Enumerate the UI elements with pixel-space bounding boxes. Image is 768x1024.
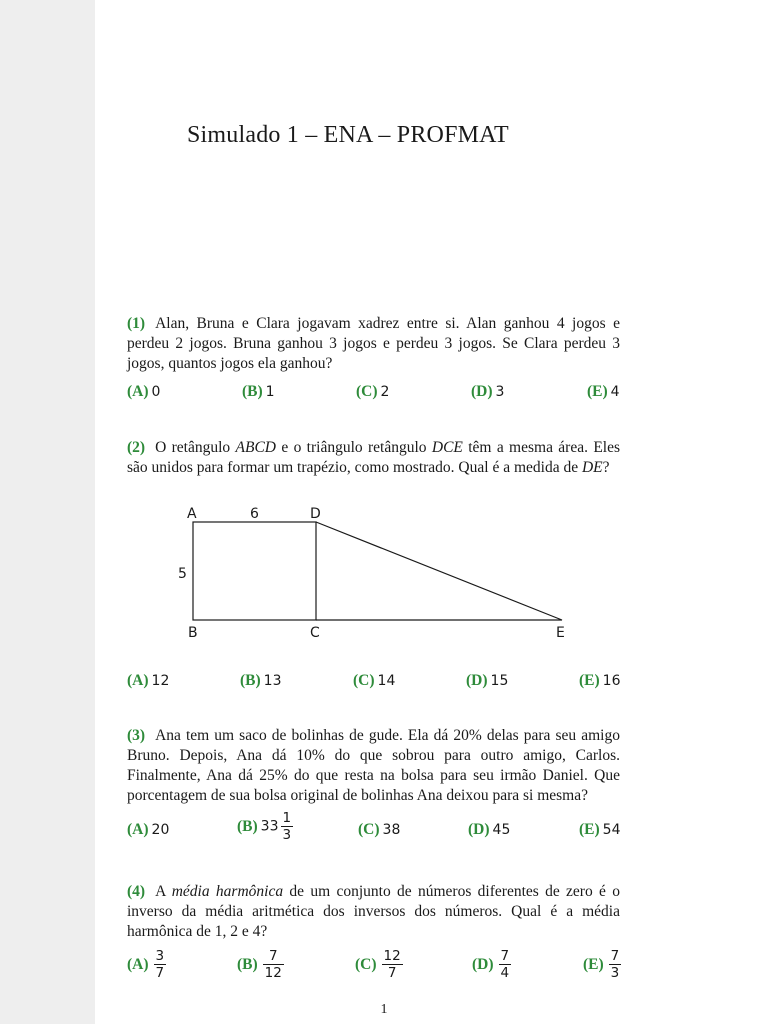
question-text: O retângulo (155, 439, 236, 456)
question-3 (127, 726, 620, 806)
choice-label: (C) (356, 383, 378, 400)
choice-c[interactable] (355, 948, 403, 981)
choice-label: (C) (358, 821, 380, 838)
choice-value: 15 (490, 673, 509, 689)
math-de: DE (581, 459, 603, 476)
question-number: (4) (127, 883, 146, 900)
fraction (499, 948, 512, 981)
triangle-dce (316, 522, 562, 620)
vertex-label-d: D (310, 506, 321, 522)
choice-value: 16 (602, 673, 621, 689)
fraction (609, 948, 622, 981)
question-1 (127, 314, 620, 374)
page-title: Simulado 1 – ENA – PROFMAT (187, 122, 509, 148)
choice-value: 0 (151, 384, 161, 400)
length-label-side: 5 (178, 566, 187, 582)
choice-label: (C) (355, 955, 377, 973)
math-abcd: ABCD (235, 439, 276, 456)
rectangle-abcd (193, 522, 316, 620)
choice-label: (B) (240, 672, 261, 689)
fraction (263, 948, 284, 981)
fraction-numerator: 7 (263, 948, 284, 965)
choice-label: (D) (471, 383, 493, 400)
choice-value: 13 (263, 673, 282, 689)
choice-b[interactable] (237, 810, 293, 843)
vertex-label-a: A (187, 506, 197, 522)
choice-whole: 33 (260, 818, 279, 835)
fraction-numerator: 3 (155, 948, 165, 964)
choice-value: 3 (495, 384, 505, 400)
choice-label: (B) (237, 817, 258, 835)
question-number: (3) (127, 727, 146, 744)
choice-c[interactable] (353, 671, 395, 691)
choice-value: 14 (377, 673, 396, 689)
choice-value: 20 (151, 822, 170, 838)
choice-label: (E) (579, 672, 600, 689)
math-dce: DCE (431, 439, 463, 456)
fraction-numerator: 12 (383, 948, 401, 964)
choice-b[interactable] (242, 382, 275, 402)
question-1-choices (127, 382, 620, 422)
question-text: e o triângulo retângulo (275, 439, 432, 456)
page-number: 1 (380, 1002, 388, 1017)
choice-c[interactable] (356, 382, 389, 402)
choice-e[interactable] (579, 671, 621, 691)
vertex-label-e: E (556, 625, 565, 641)
fraction (382, 948, 403, 981)
fraction-denominator: 3 (282, 827, 292, 843)
fraction-numerator: 1 (282, 810, 292, 826)
choice-a[interactable] (127, 671, 169, 691)
question-2 (127, 438, 620, 478)
choice-d[interactable] (466, 671, 508, 691)
vertex-label-b: B (188, 625, 198, 641)
choice-label: (E) (583, 955, 604, 973)
choice-label: (A) (127, 383, 149, 400)
fraction-numerator: 7 (610, 948, 620, 964)
choice-label: (C) (353, 672, 375, 689)
choice-label: (E) (587, 383, 608, 400)
fraction-numerator: 7 (500, 948, 510, 964)
question-number: (1) (127, 315, 146, 332)
choice-e[interactable] (587, 382, 620, 402)
question-4-choices (127, 948, 620, 988)
choice-label: (B) (242, 383, 263, 400)
choice-label: (A) (127, 955, 149, 973)
choice-label: (D) (472, 955, 494, 973)
choice-label: (D) (466, 672, 488, 689)
choice-a[interactable] (127, 382, 160, 402)
length-label-top: 6 (250, 506, 259, 522)
question-text: ? (602, 459, 610, 476)
choice-e[interactable] (579, 820, 621, 840)
choice-value: 1 (265, 384, 275, 400)
question-number: (2) (127, 439, 146, 456)
choice-value: 4 (610, 384, 620, 400)
choice-label: (A) (127, 672, 149, 689)
choice-label: (A) (127, 821, 149, 838)
choice-value: 12 (151, 673, 170, 689)
choice-d[interactable] (471, 382, 504, 402)
vertex-label-c: C (310, 625, 320, 641)
fraction-denominator: 7 (155, 965, 165, 981)
question-2-choices (127, 671, 620, 711)
choice-c[interactable] (358, 820, 400, 840)
choice-b[interactable] (240, 671, 282, 691)
choice-e[interactable] (583, 948, 621, 981)
fraction-denominator: 12 (264, 965, 282, 981)
choice-value: 54 (602, 822, 621, 838)
choice-value: 2 (380, 384, 390, 400)
choice-a[interactable] (127, 948, 166, 981)
fraction (154, 948, 167, 981)
question-text: têm a mesma área. Eles são unidos para formar um trapézio, como mostrado. Qual é a medida de (127, 439, 621, 476)
emphasized-term: média harmônica (171, 883, 284, 900)
question-text: Alan, Bruna e Clara jogavam xadrez entre si. Alan ganhou 4 jogos e perdeu 2 jogos. Bruna ganhou 3 jogos e perdeu 3 jogos. Se Clara perdeu 3 jogos, quantos jogos ela ganhou? (127, 315, 620, 372)
fraction-denominator: 3 (610, 965, 620, 981)
choice-b[interactable] (237, 948, 284, 981)
fraction (281, 810, 294, 843)
question-text: A (155, 883, 172, 900)
question-text: Ana tem um saco de bolinhas de gude. Ela dá 20% delas para seu amigo Bruno. Depois, Ana dá 10% do que sobrou para outro amigo, Carlos. Finalmente, Ana dá 25% do que resta na bolsa para seu irmão Daniel. Que porcentagem de sua bolsa original de bolinhas Ana deixou para si mesma? (127, 727, 620, 804)
choice-label: (D) (468, 821, 490, 838)
fraction-denominator: 7 (387, 965, 397, 981)
choice-label: (B) (237, 955, 258, 973)
choice-value: 45 (492, 822, 511, 838)
choice-label: (E) (579, 821, 600, 838)
question-3-choices (127, 810, 621, 860)
choice-d[interactable] (468, 820, 510, 840)
choice-a[interactable] (127, 820, 169, 840)
question-4 (127, 882, 620, 942)
choice-value: 38 (382, 822, 401, 838)
trapezoid-diagram (170, 500, 590, 650)
question-text: de um conjunto de números diferentes de zero é o inverso da média aritmética dos inversos dos números. Qual é a média harmônica de 1, 2 e 4? (127, 883, 620, 940)
fraction-denominator: 4 (500, 965, 510, 981)
choice-d[interactable] (472, 948, 511, 981)
